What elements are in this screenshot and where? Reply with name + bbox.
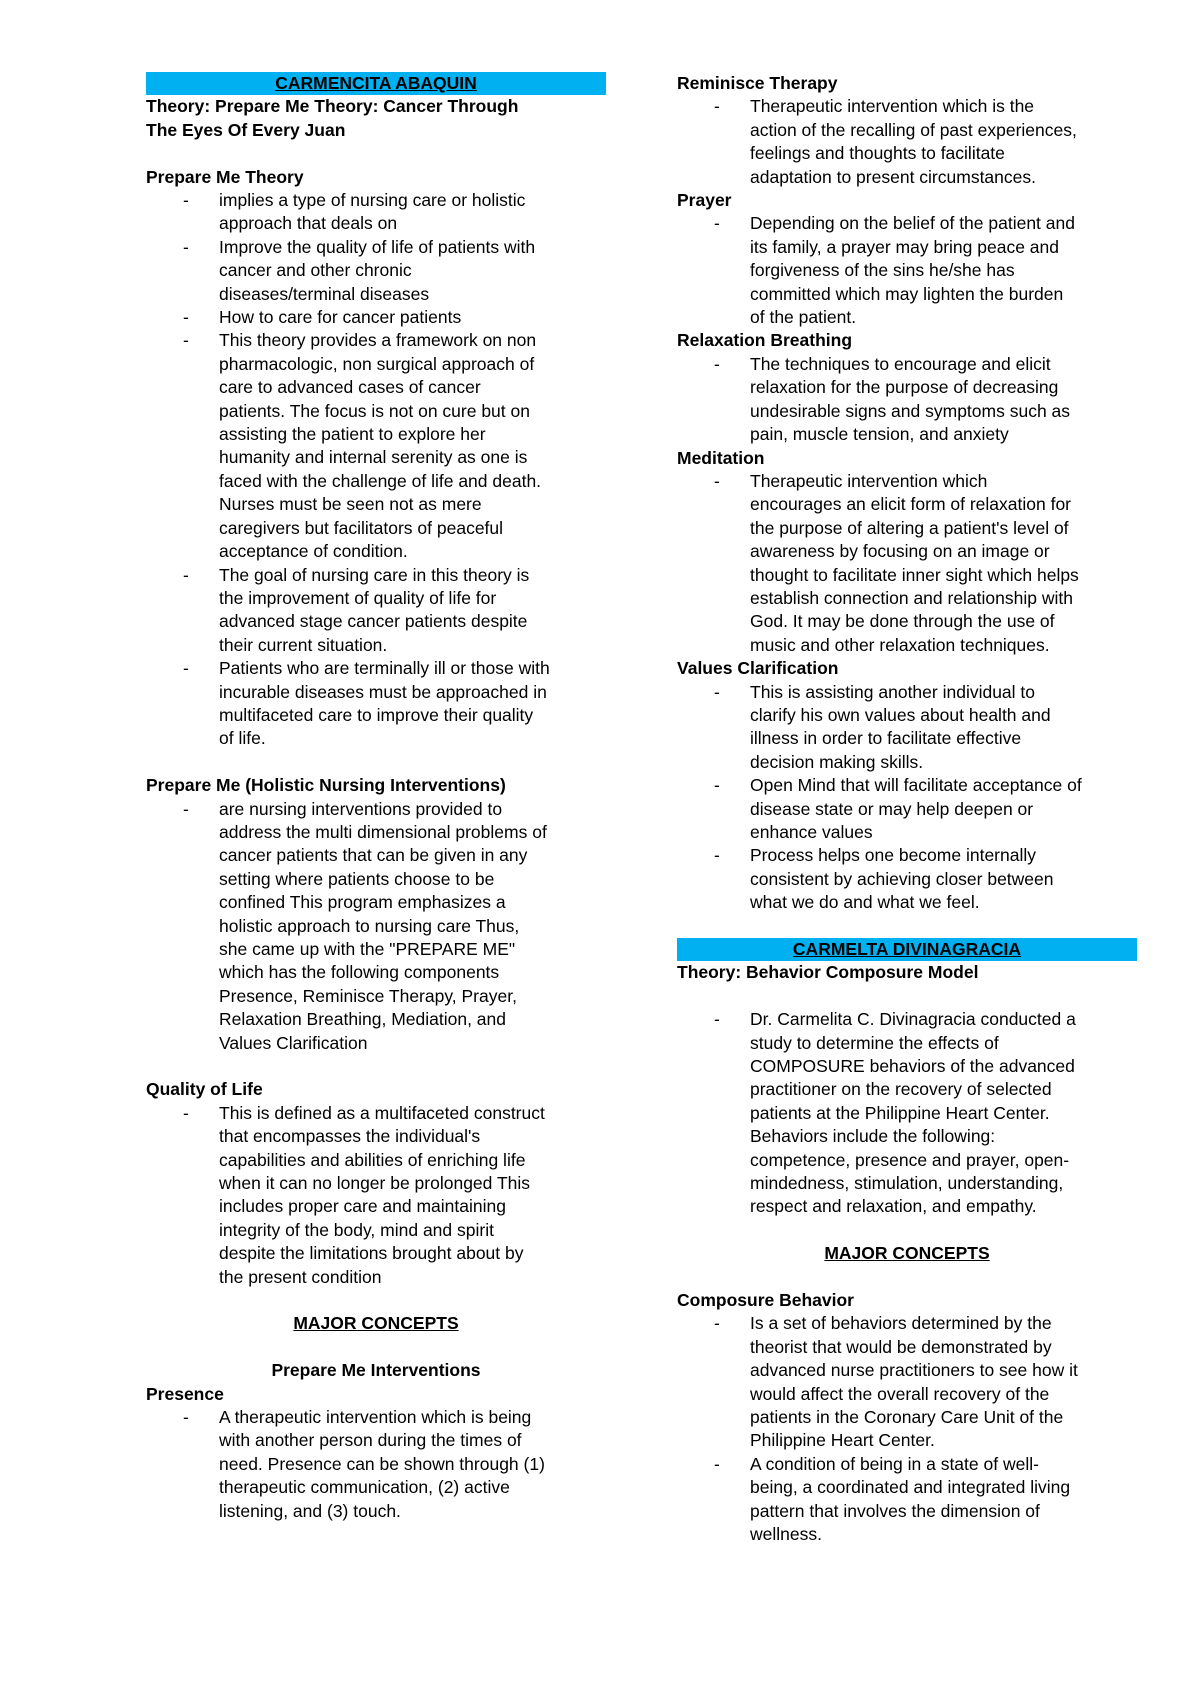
section-heading: Prepare Me (Holistic Nursing Interventions) (146, 775, 506, 796)
text-line: diseases/terminal diseases (219, 283, 430, 304)
text-line: - A therapeutic intervention which is being (219, 1407, 532, 1428)
text-line: listening, and (3) touch. (219, 1500, 401, 1521)
text-line: when it can no longer be prolonged This (219, 1173, 531, 1194)
text-line: holistic approach to nursing care Thus, (219, 915, 520, 936)
text-line: setting where patients choose to be (219, 868, 495, 889)
section-heading: Composure Behavior (677, 1290, 854, 1311)
text-line: study to determine the effects of (750, 1032, 999, 1053)
list-item (677, 353, 1137, 447)
theory-title: The Eyes Of Every Juan (146, 119, 346, 140)
text-line: - implies a type of nursing care or holistic (219, 190, 526, 210)
text-line: advanced nurse practitioners to see how it (750, 1360, 1078, 1381)
left-column (146, 72, 606, 1523)
bullet-list (146, 1406, 606, 1523)
text-line: faced with the challenge of life and death. (219, 470, 542, 491)
text-line: humanity and internal serenity as one is (219, 447, 528, 468)
theorist-banner-divinagracia (677, 938, 1137, 961)
spacer (146, 1289, 606, 1312)
text-line: the improvement of quality of life for (219, 587, 497, 608)
bullet-list (677, 681, 1137, 915)
text-line: - Depending on the belief of the patient and (750, 213, 1075, 234)
text-line: therapeutic communication, (2) active (219, 1477, 510, 1498)
text-line: pattern that involves the dimension of (750, 1500, 1040, 1521)
text-line: acceptance of condition. (219, 541, 408, 562)
text-line: consistent by achieving closer between (750, 868, 1054, 889)
spacer (677, 1219, 1137, 1242)
text-line: capabilities and abilities of enriching life (219, 1149, 526, 1170)
bullet-list (677, 353, 1137, 447)
text-line: what we do and what we feel. (750, 892, 980, 913)
text-line: being, a coordinated and integrated living (750, 1477, 1071, 1498)
bullet-list (677, 1312, 1137, 1546)
text-line: that encompasses the individual's (219, 1126, 481, 1147)
text-line: God. It may be done through the use of (750, 611, 1055, 632)
list-item (146, 236, 606, 306)
text-line: theorist that would be demonstrated by (750, 1336, 1052, 1357)
list-item (146, 1406, 606, 1523)
text-line: - This is assisting another individual to (750, 681, 1036, 702)
text-line: clarify his own values about health and (750, 704, 1051, 725)
list-item (146, 798, 606, 1055)
list-item (677, 1453, 1137, 1547)
text-line: - The techniques to encourage and elicit (750, 353, 1051, 374)
section-heading: Presence (146, 1383, 224, 1404)
text-line: would affect the overall recovery of the (750, 1383, 1050, 1404)
bullet-list (146, 189, 606, 751)
text-line: the present condition (219, 1266, 382, 1287)
right-column (677, 72, 1137, 1547)
text-line: integrity of the body, mind and spirit (219, 1219, 494, 1240)
theorist-name: CARMELTA DIVINAGRACIA (792, 939, 1022, 960)
list-item (677, 1008, 1137, 1219)
text-line: patients at the Philippine Heart Center. (750, 1102, 1050, 1123)
text-line: includes proper care and maintaining (219, 1196, 506, 1217)
list-item (677, 1312, 1137, 1452)
text-line: incurable diseases must be approached in (219, 681, 547, 702)
text-line: caregivers but facilitators of peaceful (219, 517, 504, 538)
text-line: encourages an elicit form of relaxation for (750, 494, 1071, 515)
text-line: approach that deals on (219, 213, 398, 234)
spacer (146, 1055, 606, 1078)
text-line: cancer patients that can be given in any (219, 845, 528, 866)
list-item (146, 1102, 606, 1289)
text-line: - A condition of being in a state of well- (750, 1453, 1039, 1474)
section-heading: Reminisce Therapy (677, 73, 838, 93)
text-line: establish connection and relationship with (750, 587, 1073, 608)
text-line: relaxation for the purpose of decreasing (750, 377, 1059, 398)
list-item (677, 844, 1137, 914)
bullet-list (677, 1008, 1137, 1219)
text-line: disease state or may help deepen or (750, 798, 1034, 819)
list-item (146, 564, 606, 658)
text-line: committed which may lighten the burden (750, 283, 1064, 304)
major-concepts-heading: MAJOR CONCEPTS (824, 1243, 990, 1264)
text-line: the purpose of altering a patient's level of (750, 517, 1069, 538)
text-line: respect and relaxation, and empathy. (750, 1196, 1037, 1217)
spacer (677, 915, 1137, 938)
text-line: adaptation to present circumstances. (750, 166, 1036, 187)
list-item (146, 657, 606, 751)
text-line: - Patients who are terminally ill or those with (219, 658, 550, 679)
list-item (677, 470, 1137, 657)
spacer (677, 985, 1137, 1008)
text-line: music and other relaxation techniques. (750, 634, 1050, 655)
section-heading: Values Clarification (677, 658, 839, 679)
text-line: patients. The focus is not on cure but on (219, 400, 530, 421)
text-line: enhance values (750, 822, 873, 842)
bullet-list (677, 95, 1137, 189)
text-line: cancer and other chronic (219, 260, 412, 281)
interventions-title: Prepare Me Interventions (271, 1360, 481, 1381)
text-line: address the multi dimensional problems of (219, 821, 547, 842)
text-line: - Dr. Carmelita C. Divinagracia conducted a (750, 1009, 1076, 1030)
text-line: illness in order to facilitate effective (750, 728, 1022, 749)
section-heading: Prayer (677, 190, 732, 211)
text-line: assisting the patient to explore her (219, 424, 486, 445)
list-item (677, 212, 1137, 329)
text-line: - Therapeutic intervention which (750, 470, 988, 491)
text-line: patients in the Coronary Care Unit of the (750, 1407, 1064, 1428)
text-line: care to advanced cases of cancer (219, 377, 481, 398)
text-line: their current situation. (219, 634, 388, 655)
text-line: - Process helps one become internally (750, 845, 1036, 866)
section-heading: Meditation (677, 447, 765, 468)
text-line: advanced stage cancer patients despite (219, 611, 528, 632)
section-heading: Relaxation Breathing (677, 330, 853, 351)
text-line: forgiveness of the sins he/she has (750, 260, 1015, 281)
text-line: which has the following components (219, 962, 500, 983)
theorist-name: CARMENCITA ABAQUIN (275, 73, 477, 93)
text-line: despite the limitations brought about by (219, 1243, 524, 1264)
text-line: Philippine Heart Center. (750, 1430, 935, 1451)
text-line: she came up with the "PREPARE ME" (219, 938, 516, 959)
text-line: - are nursing interventions provided to (219, 798, 503, 819)
text-line: confined This program emphasizes a (219, 892, 506, 913)
text-line: feelings and thoughts to facilitate (750, 143, 1005, 164)
text-line: its family, a prayer may bring peace and (750, 236, 1059, 257)
spacer (146, 1336, 606, 1359)
text-line: - Therapeutic intervention which is the (750, 96, 1035, 117)
text-line: - This theory provides a framework on non (219, 330, 537, 351)
text-line: competence, presence and prayer, open- (750, 1149, 1070, 1170)
list-item (146, 306, 606, 329)
text-line: pain, muscle tension, and anxiety (750, 424, 1009, 445)
text-line: awareness by focusing on an image or (750, 541, 1050, 562)
text-line: of the patient. (750, 307, 857, 328)
text-line: undesirable signs and symptoms such as (750, 400, 1071, 421)
text-line: pharmacologic, non surgical approach of (219, 353, 535, 374)
text-line: multifaceted care to improve their quality (219, 704, 534, 725)
text-line: with another person during the times of (219, 1430, 522, 1451)
bullet-list (677, 212, 1137, 329)
text-line: Presence, Reminisce Therapy, Prayer, (219, 985, 517, 1006)
section-heading: Prepare Me Theory (146, 166, 304, 187)
text-line: Values Clarification (219, 1032, 368, 1053)
text-line: Relaxation Breathing, Mediation, and (219, 1009, 506, 1030)
spacer (677, 1266, 1137, 1289)
bullet-list (146, 1102, 606, 1289)
text-line: - This is defined as a multifaceted construct (219, 1102, 545, 1123)
text-line: practitioner on the recovery of selected (750, 1079, 1052, 1100)
list-item (146, 329, 606, 563)
list-item (146, 189, 606, 236)
spacer (146, 142, 606, 165)
text-line: - Improve the quality of life of patients with (219, 236, 536, 257)
text-line: need. Presence can be shown through (1) (219, 1453, 545, 1474)
text-line: - The goal of nursing care in this theory is (219, 564, 530, 585)
spacer (146, 751, 606, 774)
text-line: thought to facilitate inner sight which helps (750, 564, 1079, 585)
bullet-list (146, 798, 606, 1055)
major-concepts-heading: MAJOR CONCEPTS (293, 1313, 459, 1334)
list-item (677, 95, 1137, 189)
text-line: decision making skills. (750, 751, 924, 772)
text-line: mindedness, stimulation, understanding, (750, 1173, 1064, 1194)
section-heading: Quality of Life (146, 1079, 263, 1100)
text-line: of life. (219, 728, 266, 749)
theory-title: Theory: Prepare Me Theory: Cancer Through (146, 96, 519, 117)
text-line: - How to care for cancer patients (219, 307, 462, 328)
text-line: Behaviors include the following: (750, 1126, 996, 1147)
text-line: action of the recalling of past experiences, (750, 119, 1077, 140)
list-item (677, 681, 1137, 775)
text-line: - Is a set of behaviors determined by the (750, 1313, 1052, 1334)
text-line: Nurses must be seen not as mere (219, 494, 482, 515)
theorist-banner-abaquin (146, 72, 606, 95)
text-line: COMPOSURE behaviors of the advanced (750, 1056, 1075, 1077)
text-line: - Open Mind that will facilitate acceptance of (750, 775, 1082, 796)
list-item (677, 774, 1137, 844)
theory-title: Theory: Behavior Composure Model (677, 962, 979, 983)
bullet-list (677, 470, 1137, 657)
text-line: wellness. (750, 1524, 822, 1545)
